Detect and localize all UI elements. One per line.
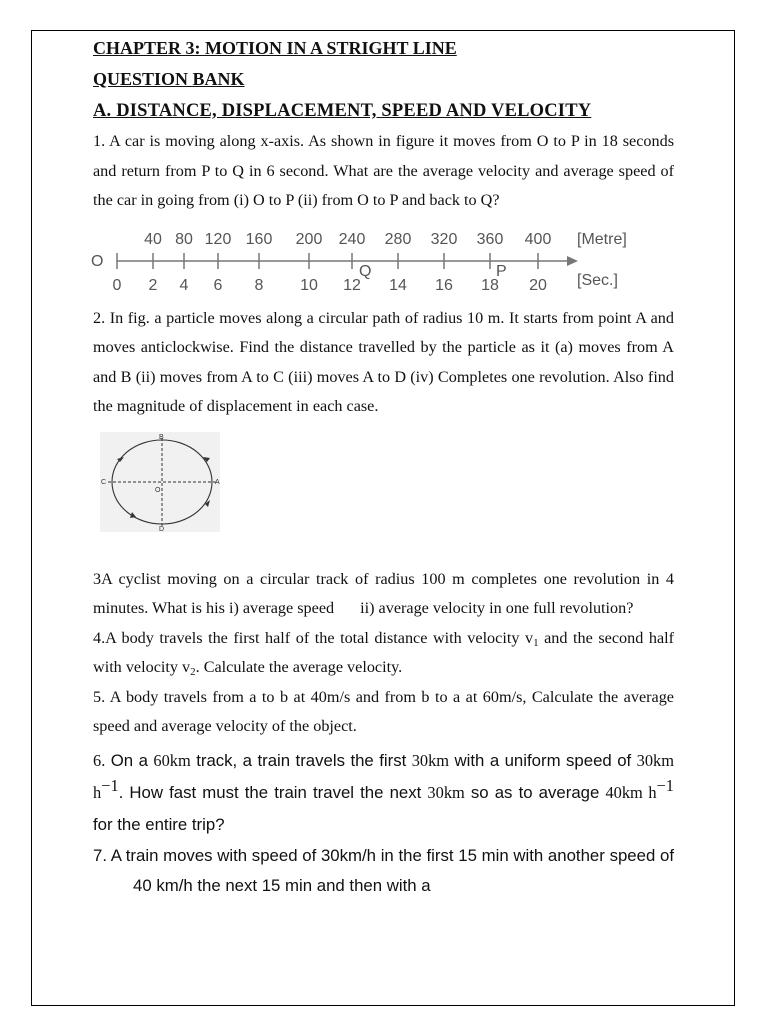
label-a: A [215, 478, 220, 486]
sec-tick-label: 14 [389, 276, 407, 294]
metre-tick-label: 320 [430, 230, 458, 248]
metre-tick-label: 400 [524, 230, 552, 248]
metre-tick-label: 120 [204, 230, 232, 248]
circular-path-figure [100, 432, 220, 532]
question-4: 4.A body travels the first half of the total distance with velocity $v_1$ and the second half with velocity $v_2$. Calculate the average velocity. [93, 628, 675, 678]
metre-tick-label: 160 [245, 230, 273, 248]
question-bank-title: QUESTION BANK [93, 69, 245, 89]
metre-tick-label: 200 [295, 230, 323, 248]
section-title: A. DISTANCE, DISPLACEMENT, SPEED AND VELOCITY [93, 101, 592, 121]
sec-tick-label: 16 [435, 276, 453, 294]
question-1: 1. A car is moving along x-axis. As shown in figure it moves from O to P in 18 seconds and return from P to Q in 6 second. What are the average velocity and average speed of the car in going from (i) O to P (ii) from O to P and back to Q? [93, 132, 674, 209]
question-6: 6. On a 60km track, a train travels the first 30km with a uniform speed of 30km $h^{-1}$. How fast must the train travel the next 30km so as to average 40km $h^{-1}$ for the entire trip? [93, 750, 674, 834]
sec-tick-label: 10 [300, 276, 318, 294]
document-body [93, 34, 674, 901]
point-p-label: P [496, 262, 507, 280]
label-o: O [155, 486, 161, 494]
metre-tick-label: 40 [144, 230, 162, 248]
metre-tick-label: 360 [476, 230, 504, 248]
question-5: 5. A body travels from a to b at 40m/s and from b to a at 60m/s, Calculate the average speed and average velocity of the object. [93, 687, 674, 735]
label-c: C [101, 478, 107, 486]
chapter-title: CHAPTER 3: MOTION IN A STRIGHT LINE [93, 38, 457, 58]
sec-tick-label: 2 [148, 276, 158, 294]
sec-tick-label: 12 [343, 276, 361, 294]
question-3-part-1: 3A cyclist moving on a circular track of radius 100 m completes one revolution in 4 minutes. What is his i) average speed [93, 569, 674, 617]
metre-tick-label: 280 [384, 230, 412, 248]
metre-tick-label: 80 [175, 230, 193, 248]
sec-tick-label: 6 [213, 276, 223, 294]
distance-time-number-line [91, 226, 651, 298]
label-b: B [159, 433, 164, 441]
metre-unit-label: [Metre] [577, 230, 627, 248]
sec-unit-label: [Sec.] [577, 271, 618, 289]
question-3 [93, 565, 674, 624]
sec-tick-label: 18 [481, 276, 499, 294]
sec-tick-label: 8 [254, 276, 264, 294]
sec-tick-label: 0 [112, 276, 122, 294]
question-3-part-2: ii) average velocity in one full revolution? [360, 599, 634, 617]
axis-arrow [567, 256, 578, 266]
question-7-part-1: 7. A train moves with speed of 30km/h in the first 15 min with another speed of [93, 845, 674, 865]
question-7 [93, 841, 674, 901]
question-7-part-2: 40 km/h the next 15 min and then with a [133, 875, 431, 895]
point-q-label: Q [359, 262, 372, 280]
sec-tick-label: 20 [529, 276, 547, 294]
metre-tick-label: 240 [338, 230, 366, 248]
sec-tick-label: 4 [179, 276, 189, 294]
label-d: D [159, 525, 165, 532]
question-2: 2. In fig. a particle moves along a circular path of radius 10 m. It starts from point A and moves anticlockwise. Find the distance travelled by the particle as it (a) moves from A and B (ii) moves from A to C (iii) moves A to D (iv) Completes one revolution. Also find the magnitude of displacement in each case. [93, 308, 674, 415]
origin-label: O [91, 252, 104, 270]
